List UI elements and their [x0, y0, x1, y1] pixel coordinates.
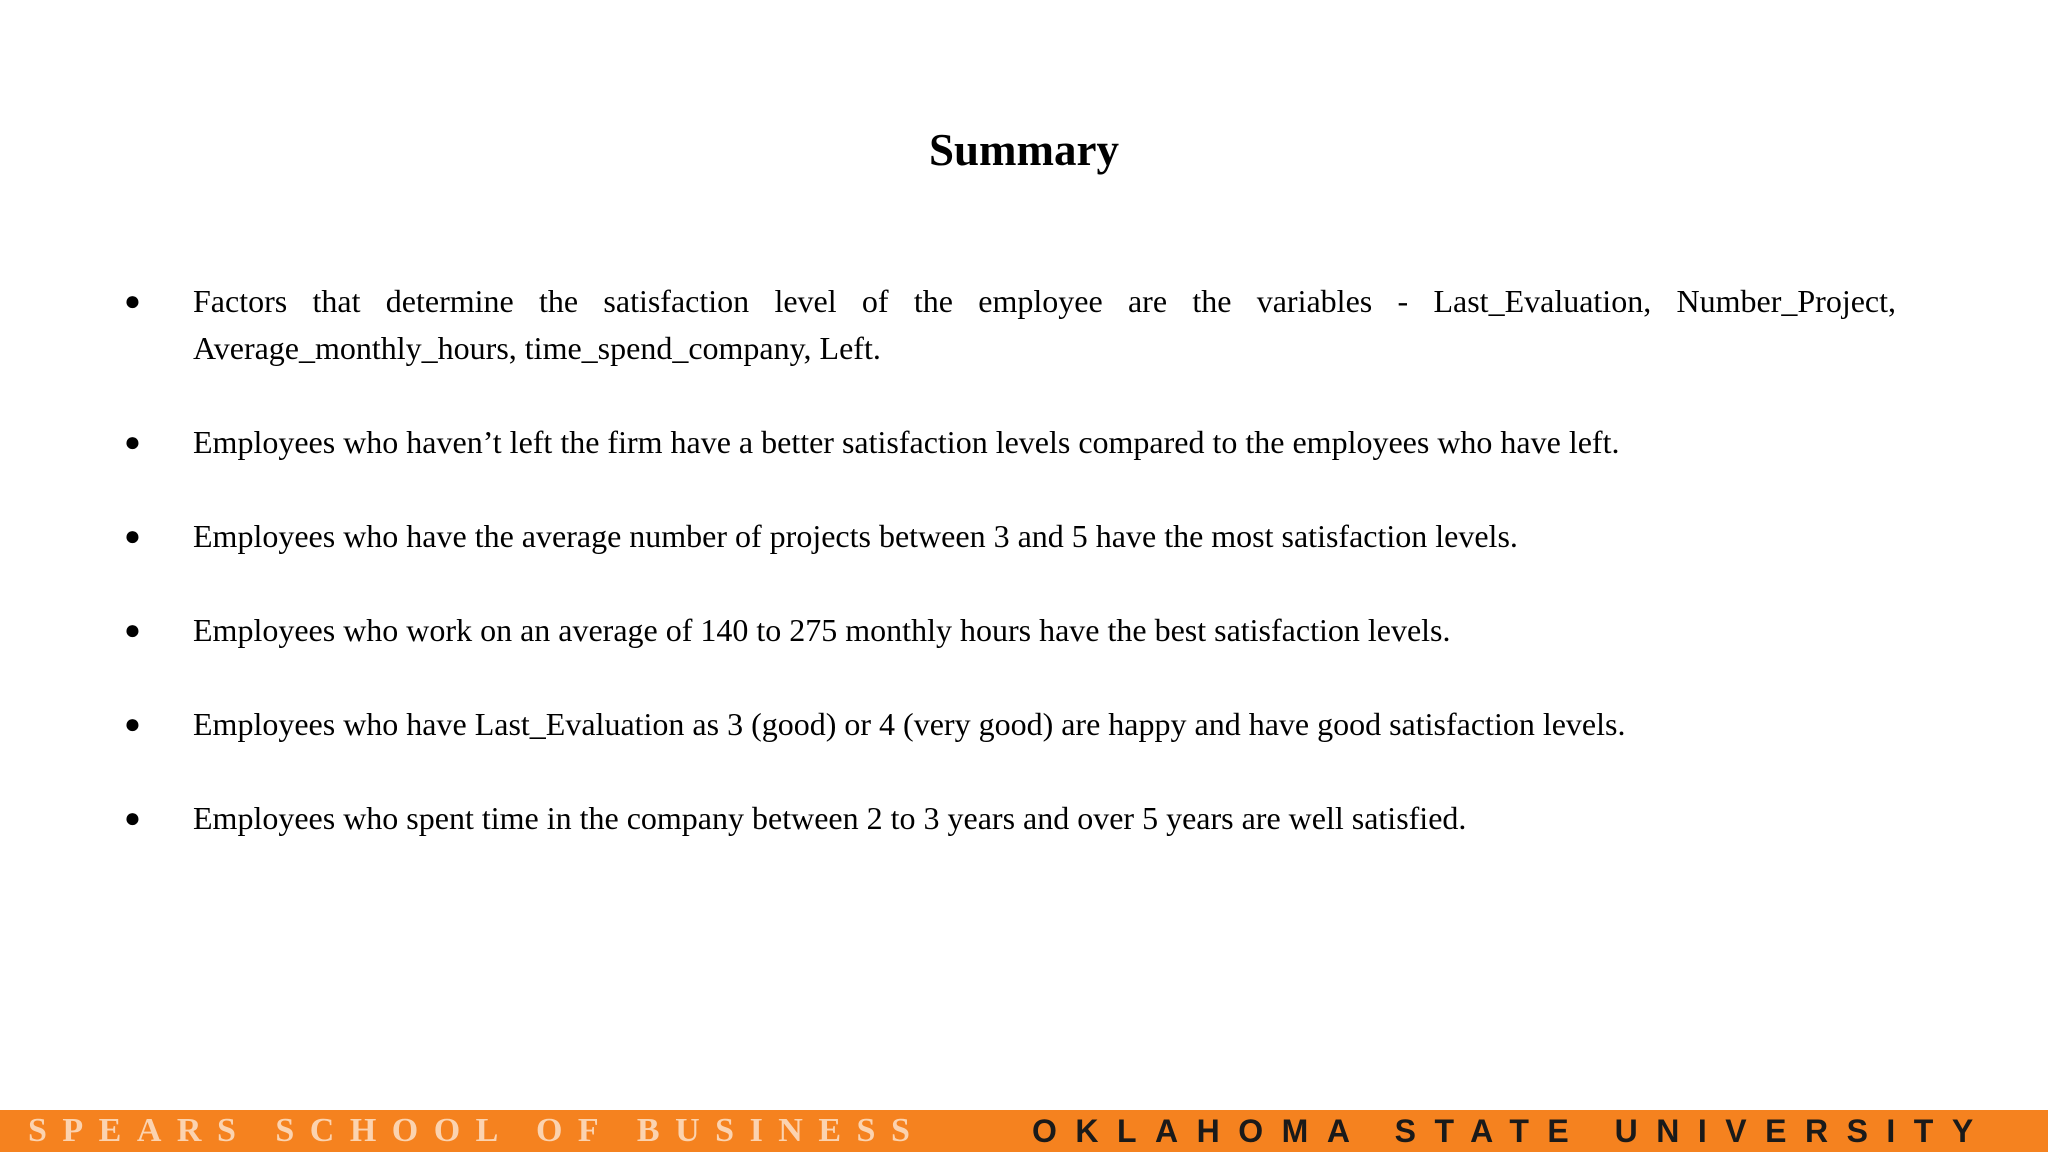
list-item-text: Employees who have the average number of projects between 3 and 5 have the most satisfaction levels.: [193, 518, 1518, 554]
bullet-icon: ●: [124, 615, 141, 646]
footer-banner: [0, 1110, 2048, 1152]
bullet-icon: ●: [124, 803, 141, 834]
bullet-icon: ●: [124, 427, 141, 458]
list-item: [124, 278, 1896, 372]
list-item-text: Employees who spent time in the company between 2 to 3 years and over 5 years are well satisfied.: [193, 800, 1467, 836]
footer-university-name: OKLAHOMA STATE UNIVERSITY: [1032, 1113, 1992, 1149]
list-item: [124, 607, 1896, 654]
slide-title: Summary: [929, 125, 1119, 175]
list-item-text: Employees who haven’t left the firm have a better satisfaction levels compared to the employees who have left.: [193, 424, 1620, 460]
list-item-text: Employees who work on an average of 140 to 275 monthly hours have the best satisfaction levels.: [193, 612, 1451, 648]
list-item-text: Factors that determine the satisfaction level of the employee are the variables - Last_Evaluation, Number_Project, Average_monthly_hours, time_spend_company, Left.: [193, 283, 1896, 366]
list-item: [124, 513, 1896, 560]
list-item: [124, 701, 1896, 748]
list-item-text: Employees who have Last_Evaluation as 3 (good) or 4 (very good) are happy and have good satisfaction levels.: [193, 706, 1626, 742]
bullet-icon: ●: [124, 709, 141, 740]
list-item: [124, 795, 1896, 842]
list-item: [124, 419, 1896, 466]
footer-school-name: SPEARS SCHOOL OF BUSINESS: [28, 1112, 926, 1149]
summary-list: [124, 278, 1896, 842]
bullet-icon: ●: [124, 521, 141, 552]
bullet-icon: ●: [124, 286, 141, 317]
